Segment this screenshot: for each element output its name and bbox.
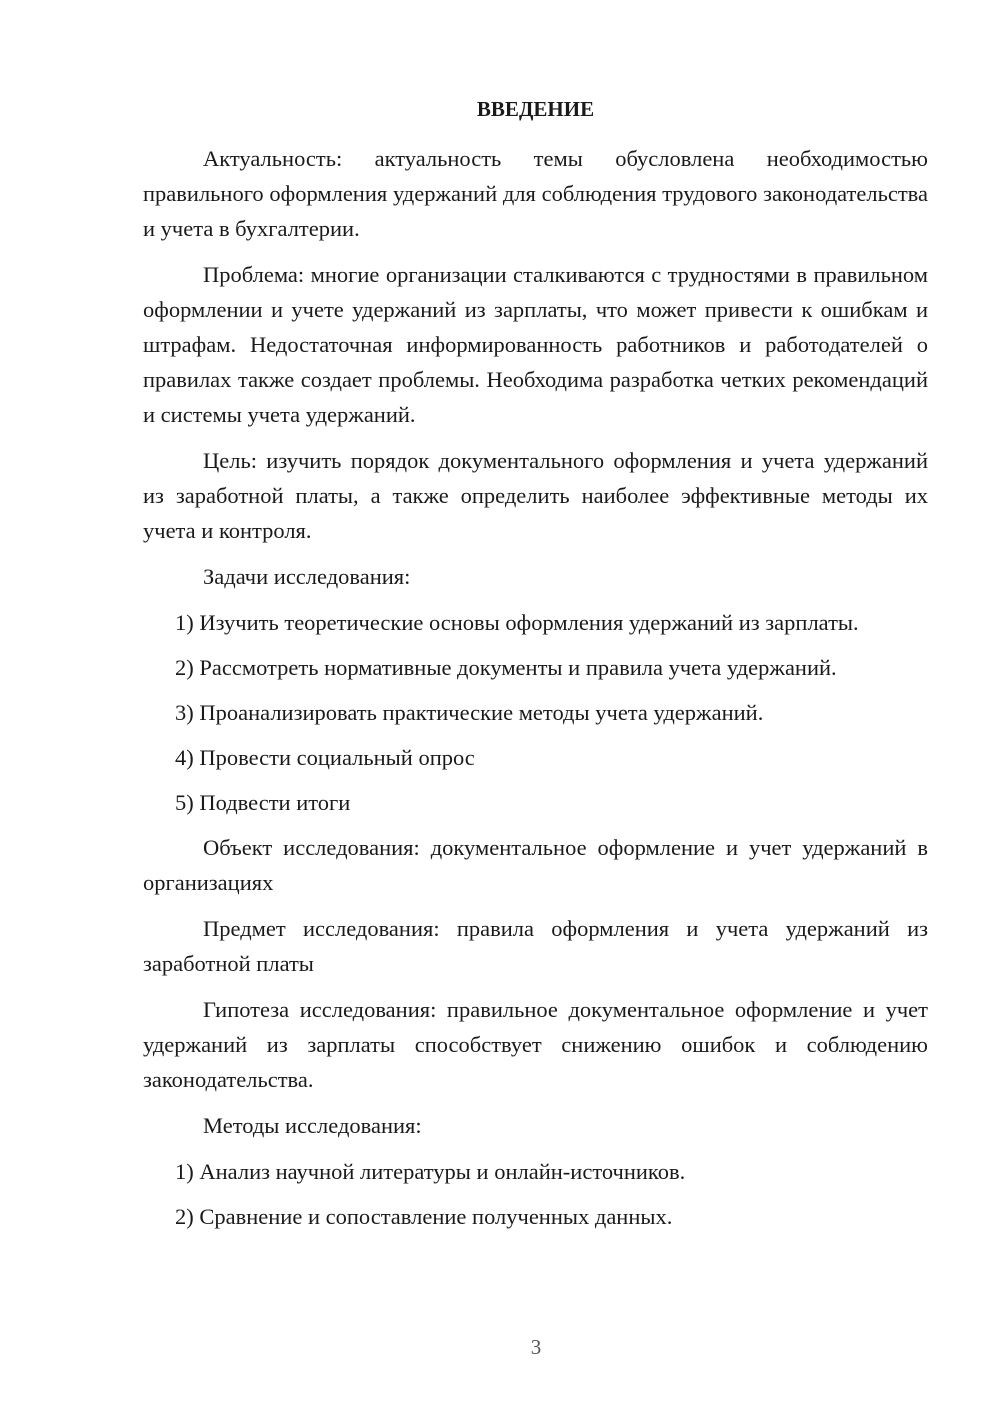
paragraph-hypothesis: Гипотеза исследования: правильное документальное оформление и учет удержаний из зарплаты способствует снижению ошибок и соблюдению законодательства.	[143, 997, 928, 1092]
paragraph-subject: Предмет исследования: правила оформления и учета удержаний из заработной платы	[143, 916, 928, 976]
document-page	[143, 94, 928, 1244]
paragraph-problem: Проблема: многие организации сталкиваются с трудностями в правильном оформлении и учете удержаний из зарплаты, что может привести к ошибкам и штрафам. Недостаточная информированность работников и работодателей о правилах также создает проблемы. Необходима разработка четких рекомендаций и системы учета удержаний.	[143, 262, 928, 427]
task-item-2: 2) Рассмотреть нормативные документы и правила учета удержаний.	[175, 655, 837, 680]
task-item-5: 5) Подвести итоги	[175, 790, 351, 815]
paragraph-actuality: Актуальность: актуальность темы обусловлена необходимостью правильного оформления удержаний для соблюдения трудового законодательства и учета в бухгалтерии.	[143, 146, 928, 241]
task-item-3: 3) Проанализировать практические методы учета удержаний.	[175, 700, 764, 725]
method-item-1: 1) Анализ научной литературы и онлайн-источников.	[175, 1159, 686, 1184]
method-item-2: 2) Сравнение и сопоставление полученных данных.	[175, 1204, 673, 1229]
paragraph-goal: Цель: изучить порядок документального оформления и учета удержаний из заработной платы, а также определить наиболее эффективные методы их учета и контроля.	[143, 448, 928, 543]
paragraph-object: Объект исследования: документальное оформление и учет удержаний в организациях	[143, 835, 928, 895]
task-item-1: 1) Изучить теоретические основы оформления удержаний из зарплаты.	[175, 610, 859, 635]
methods-heading: Методы исследования:	[203, 1113, 422, 1138]
task-item-4: 4) Провести социальный опрос	[175, 745, 475, 770]
page-title: ВВЕДЕНИЕ	[476, 97, 595, 121]
tasks-heading: Задачи исследования:	[203, 564, 411, 589]
page-number: 3	[530, 1335, 542, 1359]
